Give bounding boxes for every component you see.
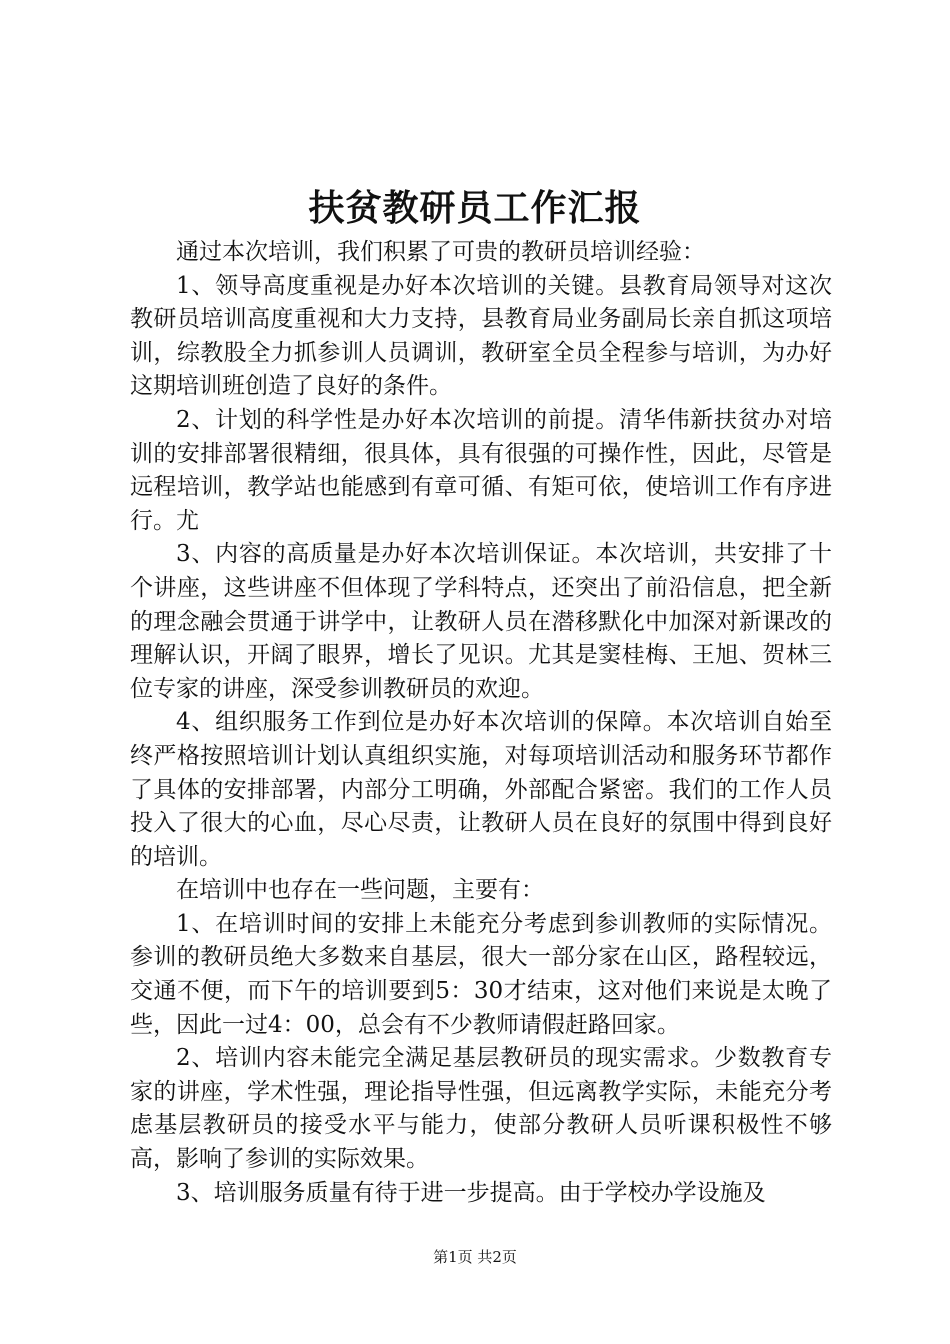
paragraph-problem-2: 2、培训内容未能完全满足基层教研员的现实需求。少数教育专家的讲座，学术性强，理论指导性强，但远离教学实际，未能充分考虑基层教研员的接受水平与能力，使部分教研人员听课积极性不够高，影响了参训的实际效果。 xyxy=(130,1045,832,1173)
paragraph-experience-4: 4、组织服务工作到位是办好本次培训的保障。本次培训自始至终严格按照培训计划认真组织实施，对每项培训活动和服务环节都作了具体的安排部署，内部分工明确，外部配合紧密。我们的工作人员投入了很大的心血，尽心尽责，让教研人员在良好的氛围中得到良好的培训。 xyxy=(130,709,832,870)
document-title: 扶贫教研员工作汇报 xyxy=(308,187,642,229)
paragraph-problem-1: 1、在培训时间的安排上未能充分考虑到参训教师的实际情况。参训的教研员绝大多数来自基层，很大一部分家在山区，路程较远，交通不便，而下午的培训要到5：30才结束，这对他们来说是太晚了些，因此一过4：00，总会有不少教师请假赶路回家。 xyxy=(130,910,832,1038)
document-body xyxy=(130,236,832,1210)
paragraph-intro: 通过本次培训，我们积累了可贵的教研员培训经验： xyxy=(176,239,705,265)
paragraph-experience-3: 3、内容的高质量是办好本次培训保证。本次培训，共安排了十个讲座，这些讲座不但体现了学科特点，还突出了前沿信息，把全新的理念融会贯通于讲学中，让教研人员在潜移默化中加深对新课改的理解认识，开阔了眼界，增长了见识。尤其是窦桂梅、王旭、贺林三位专家的讲座，深受参训教研员的欢迎。 xyxy=(130,541,832,702)
page-footer: 第1页 共2页 xyxy=(433,1248,517,1266)
paragraph-problem-3: 3、培训服务质量有待于进一步提高。由于学校办学设施及 xyxy=(176,1179,766,1206)
paragraph-experience-1: 1、领导高度重视是办好本次培训的关键。县教育局领导对这次教研员培训高度重视和大力支持，县教育局业务副局长亲自抓这项培训，综教股全力抓参训人员调训，教研室全员全程参与培训，为办好这期培训班创造了良好的条件。 xyxy=(130,272,832,400)
paragraph-experience-2: 2、计划的科学性是办好本次培训的前提。清华伟新扶贫办对培训的安排部署很精细，很具体，具有很强的可操作性，因此，尽管是远程培训，教学站也能感到有章可循、有矩可依，使培训工作有序进行。尤 xyxy=(130,406,832,534)
paragraph-problems-intro: 在培训中也存在一些问题，主要有： xyxy=(176,877,544,904)
